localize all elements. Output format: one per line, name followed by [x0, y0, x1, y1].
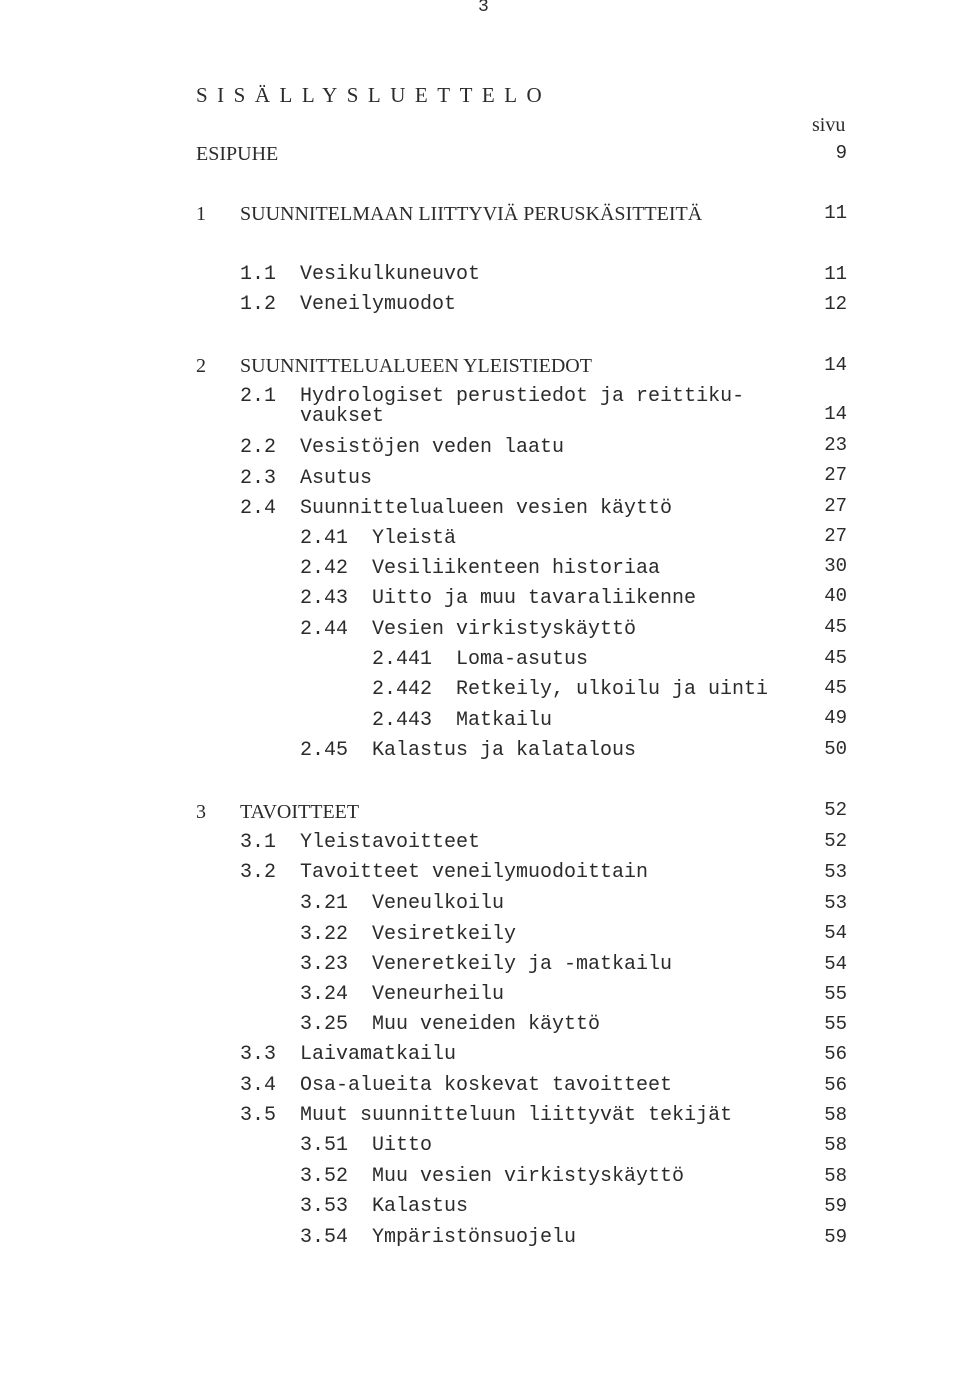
entry-title: Suunnittelualueen vesien käyttö: [300, 497, 673, 520]
entry-page: 54: [824, 953, 847, 975]
entry-number: 1: [196, 203, 206, 225]
entry-title: Uitto ja muu tavaraliikenne: [372, 587, 697, 610]
entry-title: Hydrologiset perustiedot ja reittiku-: [300, 385, 745, 408]
entry-title: Vesiliikenteen historiaa: [372, 557, 661, 580]
entry-title: Veneurheilu: [372, 983, 505, 1006]
entry-number: 2.1: [240, 385, 277, 408]
entry-title: Yleistä: [372, 527, 457, 550]
entry-page: 52: [824, 799, 847, 821]
entry-page: 27: [824, 464, 847, 486]
entry-title: Laivamatkailu: [300, 1043, 457, 1066]
entry-number: 3.54: [300, 1226, 349, 1249]
entry-number: 2.3: [240, 467, 277, 490]
entry-title: Vesikulkuneuvot: [300, 263, 481, 286]
entry-title: Yleistavoitteet: [300, 831, 481, 854]
entry-page: 55: [824, 1013, 847, 1035]
entry-page: 58: [824, 1165, 847, 1187]
entry-number: 2.443: [372, 709, 433, 732]
entry-title: Tavoitteet veneilymuodoittain: [300, 861, 649, 884]
page-title: SISÄLLYSLUETTELO: [196, 83, 552, 107]
entry-number: 2.41: [300, 527, 349, 550]
entry-title: Vesien virkistyskäyttö: [372, 618, 637, 641]
entry-page: 52: [824, 830, 847, 852]
entry-title: Muu veneiden käyttö: [372, 1013, 601, 1036]
entry-title: Osa-alueita koskevat tavoitteet: [300, 1074, 673, 1097]
entry-number: 3.1: [240, 831, 277, 854]
entry-page: 27: [824, 525, 847, 547]
entry-page: 14: [824, 403, 847, 425]
entry-page: 9: [835, 142, 847, 164]
entry-page: 55: [824, 983, 847, 1005]
entry-title: Muu vesien virkistyskäyttö: [372, 1165, 685, 1188]
entry-number: 2.42: [300, 557, 349, 580]
entry-page: 53: [824, 892, 847, 914]
entry-number: 2.2: [240, 436, 277, 459]
entry-page: 11: [824, 263, 847, 285]
entry-page: 14: [824, 354, 847, 376]
entry-number: 3.51: [300, 1134, 349, 1157]
entry-page: 54: [824, 922, 847, 944]
entry-number: 1.2: [240, 293, 277, 316]
entry-title: Veneulkoilu: [372, 892, 505, 915]
entry-number: 3.4: [240, 1074, 277, 1097]
entry-number: 2.4: [240, 497, 277, 520]
entry-page: 12: [824, 293, 847, 315]
entry-number: 3: [196, 801, 206, 823]
entry-number: 2: [196, 355, 206, 377]
entry-title: Retkeily, ulkoilu ja uinti: [456, 678, 769, 701]
entry-title: Kalastus: [372, 1195, 469, 1218]
entry-title: SUUNNITTELUALUEEN YLEISTIEDOT: [240, 355, 592, 377]
entry-number: 3.53: [300, 1195, 349, 1218]
entry-number: 2.43: [300, 587, 349, 610]
entry-page: 11: [824, 202, 847, 224]
entry-number: 2.442: [372, 678, 433, 701]
page-column-label: sivu: [812, 114, 846, 136]
entry-page: 23: [824, 434, 847, 456]
entry-number: 3.24: [300, 983, 349, 1006]
entry-title: Veneilymuodot: [300, 293, 457, 316]
entry-number: 3.21: [300, 892, 349, 915]
entry-title: Loma-asutus: [456, 648, 589, 671]
entry-title: ESIPUHE: [196, 143, 279, 165]
entry-number: 2.45: [300, 739, 349, 762]
entry-title: Uitto: [372, 1134, 433, 1157]
entry-number: 3.2: [240, 861, 277, 884]
entry-page: 59: [824, 1195, 847, 1217]
entry-number: 3.23: [300, 953, 349, 976]
entry-page: 45: [824, 677, 847, 699]
entry-title: Vesistöjen veden laatu: [300, 436, 565, 459]
entry-title: SUUNNITELMAAN LIITTYVIÄ PERUSKÄSITTEITÄ: [240, 203, 703, 225]
entry-page: 45: [824, 647, 847, 669]
entry-page: 59: [824, 1226, 847, 1248]
entry-number: 3.52: [300, 1165, 349, 1188]
entry-page: 56: [824, 1043, 847, 1065]
entry-page: 45: [824, 616, 847, 638]
entry-title: Muut suunnitteluun liittyvät tekijät: [300, 1104, 733, 1127]
entry-page: 27: [824, 495, 847, 517]
entry-number: 1.1: [240, 263, 277, 286]
entry-number: 3.22: [300, 923, 349, 946]
entry-title: Vesiretkeily: [372, 923, 517, 946]
page-number: 3: [478, 0, 489, 17]
entry-page: 53: [824, 861, 847, 883]
entry-page: 56: [824, 1074, 847, 1096]
entry-title: TAVOITTEET: [240, 801, 360, 823]
entry-page: 58: [824, 1134, 847, 1156]
entry-page: 50: [824, 738, 847, 760]
entry-number: 3.5: [240, 1104, 277, 1127]
entry-number: 2.441: [372, 648, 433, 671]
entry-title: Kalastus ja kalatalous: [372, 739, 637, 762]
entry-title-continued: vaukset: [300, 405, 385, 428]
entry-number: 2.44: [300, 618, 349, 641]
entry-title: Veneretkeily ja -matkailu: [372, 953, 673, 976]
entry-page: 30: [824, 555, 847, 577]
entry-title: Ympäristönsuojelu: [372, 1226, 577, 1249]
entry-page: 49: [824, 707, 847, 729]
entry-number: 3.3: [240, 1043, 277, 1066]
entry-number: 3.25: [300, 1013, 349, 1036]
entry-title: Matkailu: [456, 709, 553, 732]
entry-page: 40: [824, 585, 847, 607]
entry-page: 58: [824, 1104, 847, 1126]
entry-title: Asutus: [300, 467, 373, 490]
